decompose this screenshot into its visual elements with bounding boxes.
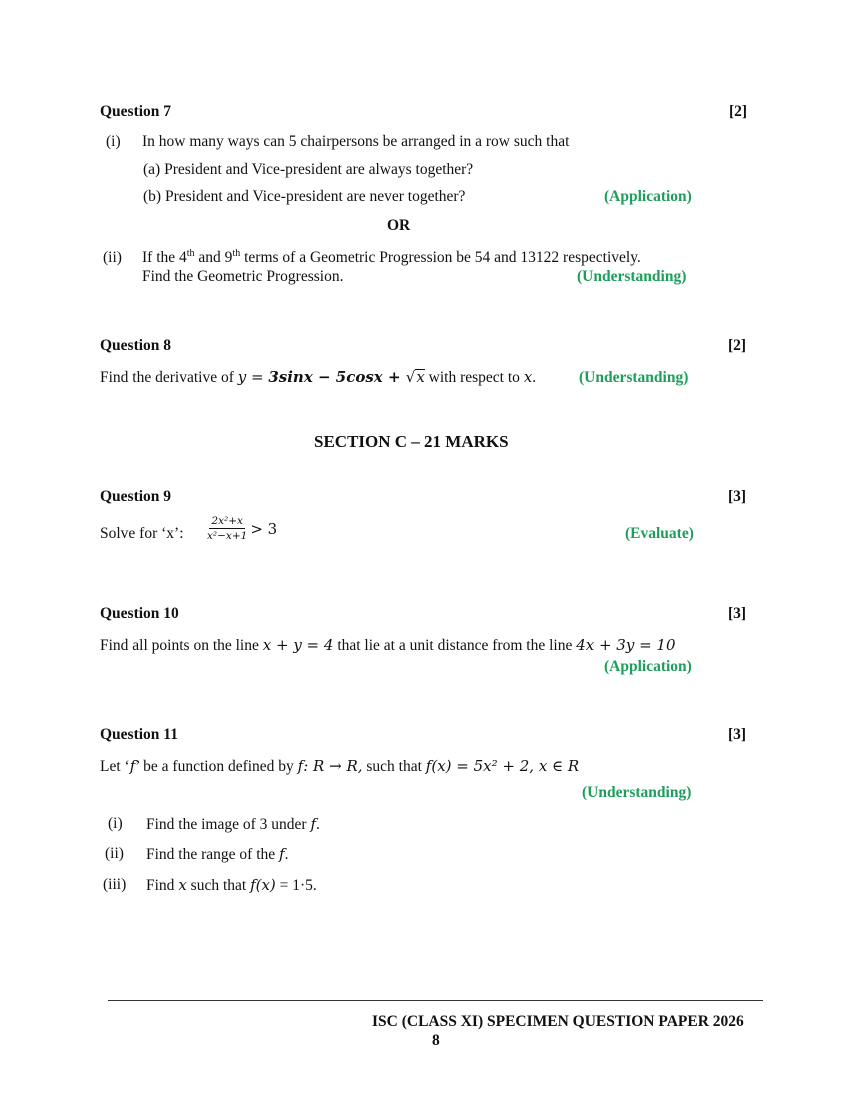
footer-rule (108, 1000, 763, 1001)
section-c-heading: SECTION C – 21 MARKS (314, 432, 509, 451)
question-10-title: Question 10 (100, 605, 179, 622)
footer-title: ISC (CLASS XI) SPECIMEN QUESTION PAPER 2026 (372, 1013, 744, 1030)
question-7-marks: [2] (729, 103, 748, 120)
q7-option-b: (b) President and Vice-president are never together? (143, 188, 466, 205)
q11-part-ii-text: Find the range of the f. (146, 845, 289, 863)
q11-part-iii-text: Find x such that f(x) = 1·5. (146, 876, 317, 894)
q7-option-a: (a) President and Vice-president are always together? (143, 161, 474, 178)
question-9-title: Question 9 (100, 488, 172, 505)
question-9-marks: [3] (728, 488, 747, 505)
q7-part-ii-label: (ii) (103, 249, 122, 266)
q7-ii-text-1: If the 4th and 9th terms of a Geometric Progression be 54 and 13122 respectively. (142, 247, 641, 266)
question-11-title: Question 11 (100, 726, 178, 743)
question-8-marks: [2] (728, 337, 747, 354)
q7-i-tag: (Application) (604, 188, 692, 205)
q10-tag: (Application) (604, 658, 692, 675)
q8-tag: (Understanding) (579, 369, 689, 386)
q9-fraction: $\frac{\text{2x²+x}}{\text{x²−x+1}}$ (207, 515, 248, 542)
q11-part-iii-label: (iii) (103, 876, 127, 893)
q11-part-i-label: (i) (108, 815, 123, 832)
q7-or: OR (387, 217, 411, 234)
q7-ii-tag: (Understanding) (577, 268, 687, 285)
question-10-marks: [3] (728, 605, 747, 622)
q7-part-ii-line2: Find the Geometric Progression. (142, 268, 344, 285)
q11-part-ii-label: (ii) (105, 845, 124, 862)
q7-part-i-label: (i) (106, 133, 121, 150)
question-8-title: Question 8 (100, 337, 172, 354)
q7-part-ii-line1 (142, 249, 702, 267)
q9-tag: (Evaluate) (625, 525, 694, 542)
question-11-marks: [3] (728, 726, 747, 743)
q11-part-i-text: Find the image of 3 under f. (146, 815, 320, 833)
q10-text: Find all points on the line x + y = 4 that lie at a unit distance from the line 4x + 3y = 10 (100, 636, 676, 654)
q9-inequality: $\frac{\text{2x²+x}}{\text{x²−x+1}}$ > 3 (207, 515, 278, 542)
q7-part-i-text: In how many ways can 5 chairpersons be arranged in a row such that (142, 133, 570, 150)
q11-text: Let ‘f’ be a function defined by f: R → R, such that f(x) = 5x² + 2, x ∈ R (100, 757, 580, 775)
page-number: 8 (432, 1032, 440, 1049)
q9-text: Solve for ‘x’: (100, 525, 184, 542)
q11-tag: (Understanding) (582, 784, 692, 801)
question-7-title: Question 7 (100, 103, 172, 120)
q8-text: Find the derivative of y = 3sinx − 5cosx + √x with respect to x. (100, 368, 537, 386)
